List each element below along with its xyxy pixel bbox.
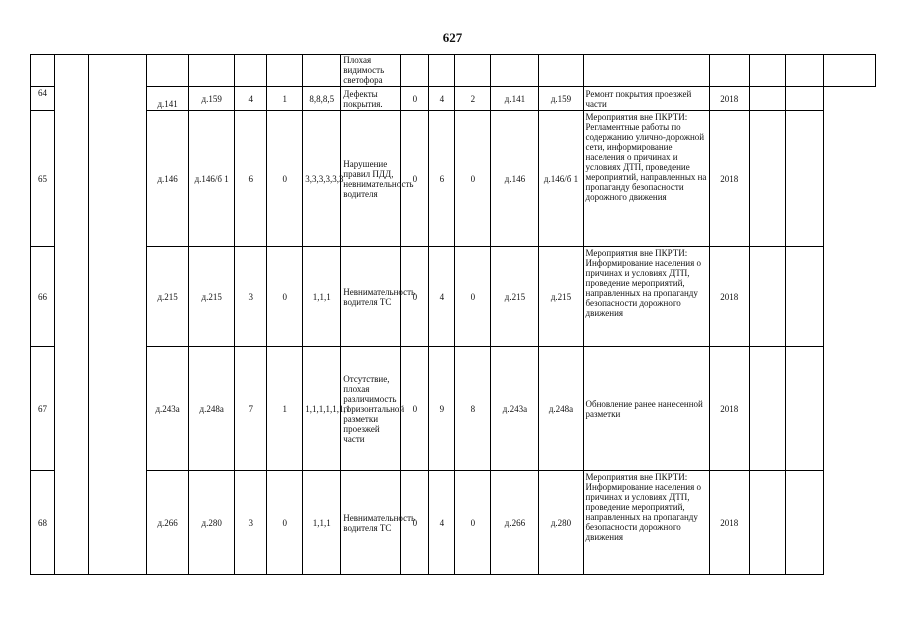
cell-killed: 1	[267, 87, 303, 111]
cell-empty	[401, 55, 429, 87]
cell-empty	[785, 471, 823, 575]
cell-accidents: 3	[235, 247, 267, 347]
cell-codes: 1,1,1,1,1,1,1	[303, 347, 341, 471]
cell-killed: 0	[267, 471, 303, 575]
cell-empty	[491, 55, 539, 87]
cell-end-2: д.159	[539, 87, 583, 111]
cell-empty	[147, 55, 189, 87]
cell-empty	[455, 55, 491, 87]
cell-empty	[785, 247, 823, 347]
cell-measure: Мероприятия вне ПКРТИ: Регламентные работы по содержанию улично-дорожной сети, информирование населения о причинах и условиях ДТП, проведение мероприятий, направленных на пропаганду безопасности дорожного движения	[583, 111, 709, 247]
cell-cause: Нарушение правил ПДД, невнимательность водителя	[341, 111, 401, 247]
cell-empty	[539, 55, 583, 87]
cell-cause: Дефекты покрытия.	[341, 87, 401, 111]
cell-cause: Невнимательность водителя ТС	[341, 471, 401, 575]
cell-empty	[583, 55, 709, 87]
cell-cause: Отсутствие, плохая различимость горизонтальной разметки проезжей части	[341, 347, 401, 471]
cell-cause: Плохая видимость светофора	[341, 55, 401, 87]
cell-empty	[785, 87, 823, 111]
cell-empty	[749, 347, 785, 471]
cell-end: д.159	[189, 87, 235, 111]
cell-empty	[785, 347, 823, 471]
cell-start: д.141	[147, 87, 189, 111]
cell-accidents: 3	[235, 471, 267, 575]
cell-row-number: 65	[31, 111, 55, 247]
cell-merged-empty	[55, 55, 89, 575]
cell-killed: 0	[267, 111, 303, 247]
cell-empty	[709, 55, 749, 87]
cell-codes: 8,8,8,5	[303, 87, 341, 111]
cell-empty	[267, 55, 303, 87]
cell-row-number: 66	[31, 247, 55, 347]
cell-empty	[429, 55, 455, 87]
cell-empty	[235, 55, 267, 87]
cell-killed: 1	[267, 347, 303, 471]
table-row	[31, 247, 876, 347]
cell-value-b: 6	[429, 111, 455, 247]
cell-measure: Мероприятия вне ПКРТИ: Информирование населения о причинах и условиях ДТП, проведение мероприятий, направленных на пропаганду безопасности дорожного движения	[583, 247, 709, 347]
cell-end-2: д.248а	[539, 347, 583, 471]
cell-merged-empty	[89, 55, 147, 575]
cell-measure: Обновление ранее нанесенной разметки	[583, 347, 709, 471]
cell-value-a: 0	[401, 247, 429, 347]
table-row	[31, 87, 876, 111]
cell-start: д.243а	[147, 347, 189, 471]
table-row	[31, 471, 876, 575]
cell-codes: 1,1,1	[303, 471, 341, 575]
cell-value-a: 0	[401, 87, 429, 111]
cell-start: д.215	[147, 247, 189, 347]
cell-empty	[749, 247, 785, 347]
cell-measure: Ремонт покрытия проезжей части	[583, 87, 709, 111]
cell-empty	[749, 471, 785, 575]
cell-value-a: 0	[401, 347, 429, 471]
cell-empty	[749, 55, 785, 87]
cell-empty	[785, 111, 823, 247]
cell-end: д.280	[189, 471, 235, 575]
cell-value-c: 0	[455, 247, 491, 347]
cell-value-c: 2	[455, 87, 491, 111]
cell-accidents: 4	[235, 87, 267, 111]
cell-empty	[785, 55, 823, 87]
cell-value-c: 0	[455, 471, 491, 575]
cell-empty	[749, 87, 785, 111]
cell-empty	[189, 55, 235, 87]
cell-codes: 3,3,3,3,3,3	[303, 111, 341, 247]
table-row	[31, 55, 876, 87]
cell-killed: 0	[267, 247, 303, 347]
cell-year: 2018	[709, 347, 749, 471]
cell-measure: Мероприятия вне ПКРТИ: Информирование населения о причинах и условиях ДТП, проведение мероприятий, направленных на пропаганду безопасности дорожного движения	[583, 471, 709, 575]
cell-year: 2018	[709, 471, 749, 575]
table-row	[31, 111, 876, 247]
cell-empty	[303, 55, 341, 87]
cell-row-number: 68	[31, 471, 55, 575]
cell-value-c: 0	[455, 111, 491, 247]
cell-value-b: 4	[429, 247, 455, 347]
cell-end: д.248а	[189, 347, 235, 471]
cell-start-2: д.215	[491, 247, 539, 347]
cell-accidents: 6	[235, 111, 267, 247]
cell-year: 2018	[709, 247, 749, 347]
cell-cause: Невнимательность водителя ТС	[341, 247, 401, 347]
cell-end: д.146/б 1	[189, 111, 235, 247]
cell-empty	[749, 111, 785, 247]
cell-value-b: 9	[429, 347, 455, 471]
cell-value-b: 4	[429, 471, 455, 575]
accident-measures-table	[30, 54, 876, 575]
cell-start-2: д.146	[491, 111, 539, 247]
page-number: 627	[442, 30, 463, 45]
cell-end-2: д.146/б 1	[539, 111, 583, 247]
cell-end-2: д.215	[539, 247, 583, 347]
cell-start: д.266	[147, 471, 189, 575]
cell-value-b: 4	[429, 87, 455, 111]
cell-value-a: 0	[401, 111, 429, 247]
cell-accidents: 7	[235, 347, 267, 471]
cell-value-c: 8	[455, 347, 491, 471]
cell-start: д.146	[147, 111, 189, 247]
cell-empty	[31, 55, 55, 87]
table-row	[31, 347, 876, 471]
cell-row-number: 67	[31, 347, 55, 471]
cell-start-2: д.141	[491, 87, 539, 111]
cell-year: 2018	[709, 111, 749, 247]
cell-end-2: д.280	[539, 471, 583, 575]
cell-start-2: д.266	[491, 471, 539, 575]
cell-end: д.215	[189, 247, 235, 347]
cell-empty	[823, 55, 875, 87]
cell-codes: 1,1,1	[303, 247, 341, 347]
cell-start-2: д.243а	[491, 347, 539, 471]
cell-year: 2018	[709, 87, 749, 111]
cell-row-number: 64	[31, 87, 55, 111]
cell-value-a: 0	[401, 471, 429, 575]
